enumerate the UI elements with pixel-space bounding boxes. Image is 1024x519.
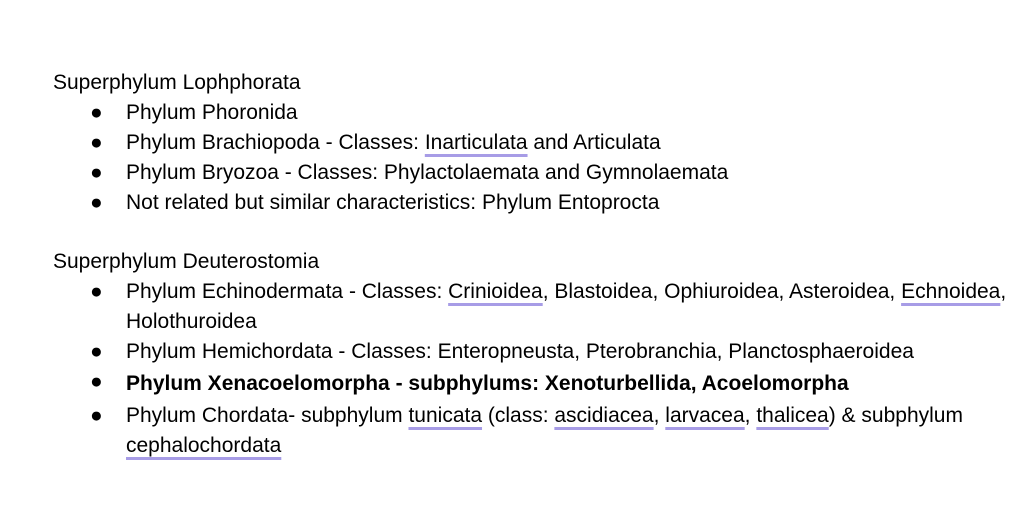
list-item-bryozoa — [53, 158, 1013, 188]
item-text: Phylum Chordata- subphylum — [126, 404, 409, 427]
deuterostomia-list — [53, 277, 1013, 461]
document-body — [53, 68, 1013, 461]
item-text: Phylum Brachiopoda - Classes: — [126, 131, 425, 154]
list-item-hemichordata — [53, 337, 1013, 367]
section-heading-lophphorata: Superphylum Lophphorata — [53, 71, 301, 94]
spellcheck-word[interactable]: larvacea — [665, 404, 745, 427]
list-item-chordata — [53, 401, 1013, 461]
bullet-icon: ● — [90, 101, 103, 124]
lophphorata-list — [53, 98, 1013, 218]
spellcheck-word[interactable]: Echnoidea — [901, 280, 1001, 303]
item-text: , — [744, 404, 757, 427]
item-text: Phylum Echinodermata - Classes: — [126, 280, 449, 303]
bullet-icon: ● — [90, 191, 103, 214]
item-text: Phylum Phoronida — [126, 101, 298, 124]
item-text: Phylum Hemichordata - Classes: Enteropneusta, Pterobranchia, Planctosphaeroidea — [126, 340, 914, 363]
list-item-echinodermata — [53, 277, 1013, 337]
item-text: , — [653, 404, 666, 427]
item-text: , Blastoidea, Ophiuroidea, Asteroidea, — [542, 280, 902, 303]
bullet-icon: ● — [90, 280, 103, 303]
item-text: (class: — [482, 404, 555, 427]
list-item-xenacoelomorpha — [53, 367, 1013, 401]
bullet-icon: ● — [90, 404, 103, 427]
item-text: Not related but similar characteristics: Phylum Entoprocta — [126, 191, 660, 214]
item-text: ) & subphylum — [828, 404, 963, 427]
list-item-brachiopoda — [53, 128, 1013, 158]
list-item-phoronida — [53, 98, 1013, 128]
spellcheck-word[interactable]: ascidiacea — [554, 404, 654, 427]
bullet-icon: ● — [90, 161, 103, 184]
bullet-icon: ● — [90, 340, 103, 363]
spellcheck-word[interactable]: thalicea — [756, 404, 829, 427]
item-text: Phylum Bryozoa - Classes: Phylactolaemata and Gymnolaemata — [126, 161, 729, 184]
item-text: , Holothuroidea — [126, 280, 1007, 333]
item-text: Phylum Xenacoelomorpha - subphylums: Xenoturbellida, Acoelomorpha — [126, 372, 849, 395]
spellcheck-word[interactable]: tunicata — [408, 404, 483, 427]
spellcheck-word[interactable]: cephalochordata — [126, 434, 282, 457]
section-heading-deuterostomia: Superphylum Deuterostomia — [53, 250, 320, 273]
spellcheck-word[interactable]: Crinioidea — [448, 280, 543, 303]
bullet-icon: ● — [90, 131, 103, 154]
bullet-icon: ● — [90, 370, 103, 393]
blank-line — [53, 218, 1013, 247]
list-item-entoprocta — [53, 188, 1013, 218]
item-text: and Articulata — [527, 131, 661, 154]
spellcheck-word[interactable]: Inarticulata — [424, 131, 528, 154]
